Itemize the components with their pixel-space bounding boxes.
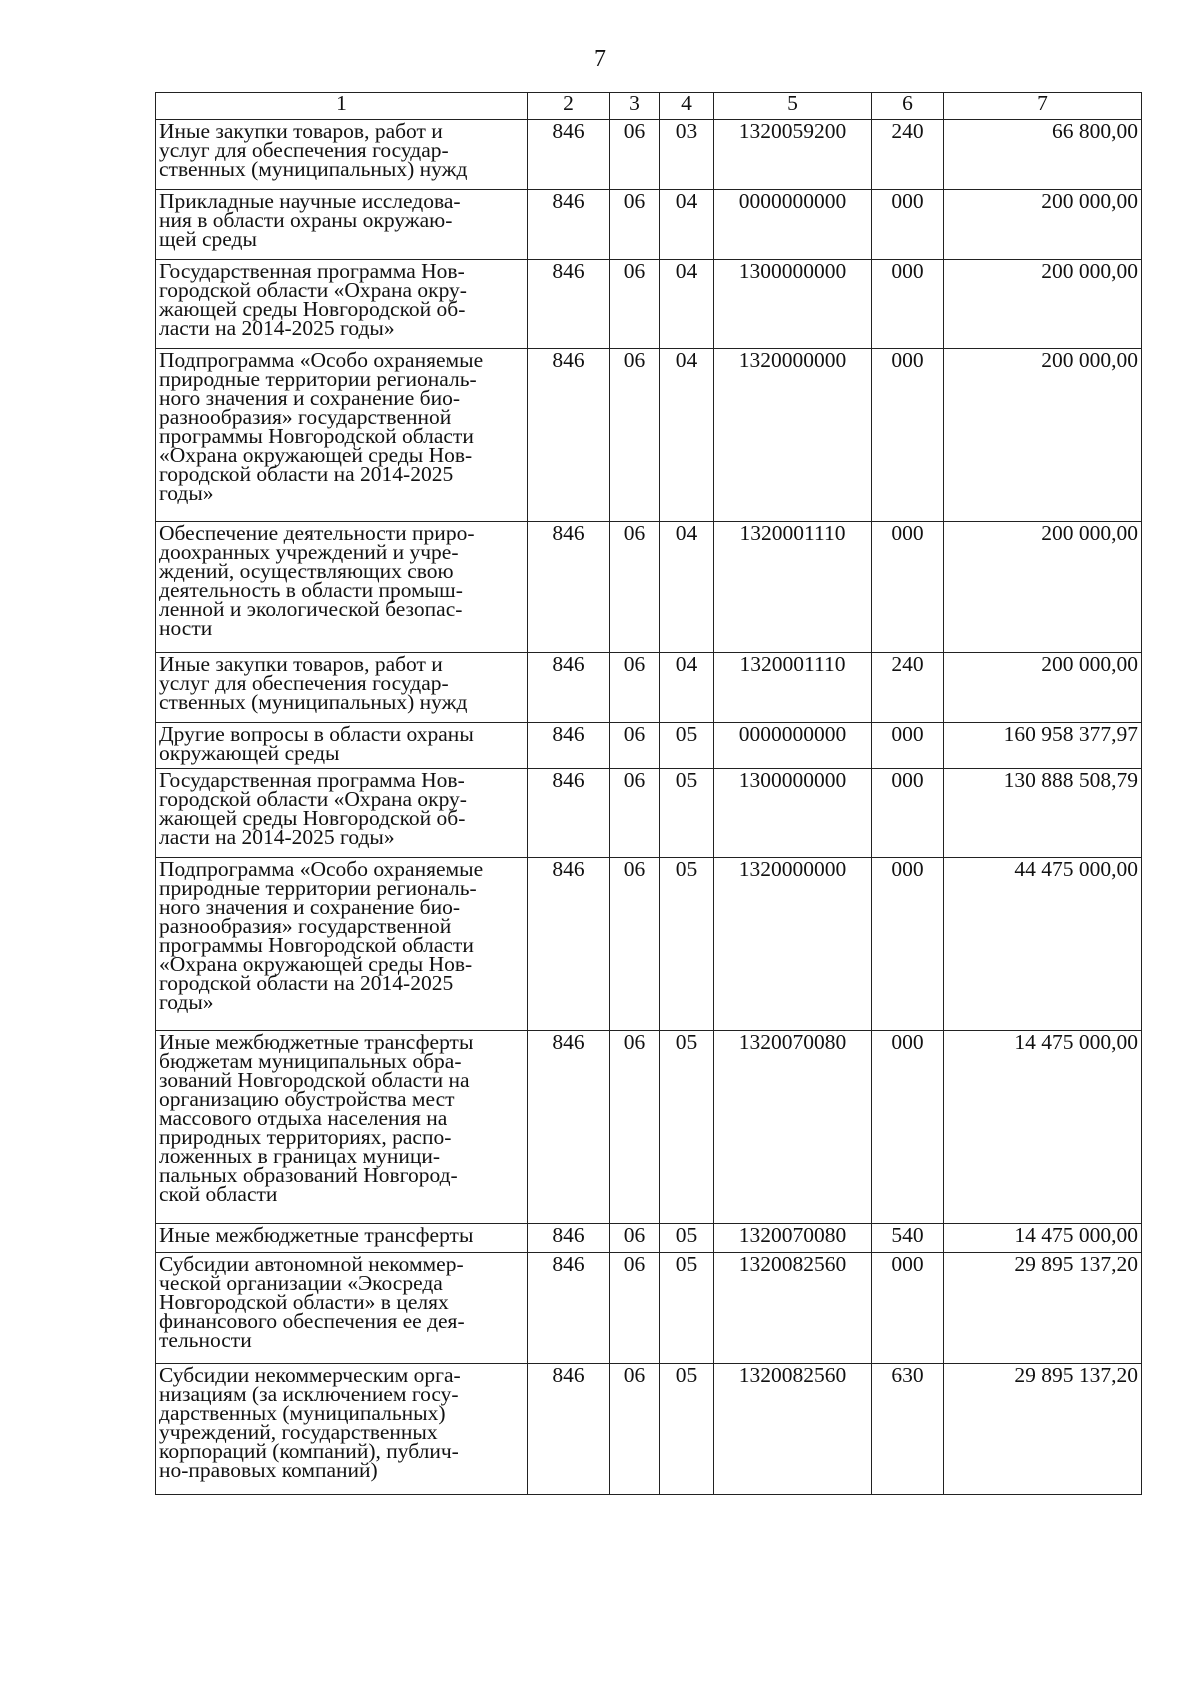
row-target-article: 0000000000 bbox=[714, 190, 872, 260]
row-subsection: 04 bbox=[660, 190, 714, 260]
row-admin-code: 846 bbox=[528, 1253, 610, 1364]
row-expense-type: 240 bbox=[872, 120, 944, 190]
row-section: 06 bbox=[610, 1224, 660, 1253]
row-section: 06 bbox=[610, 260, 660, 349]
row-subsection: 03 bbox=[660, 120, 714, 190]
row-section: 06 bbox=[610, 522, 660, 653]
header-col-2: 2 bbox=[528, 93, 610, 120]
row-section: 06 bbox=[610, 769, 660, 858]
row-name bbox=[156, 260, 528, 349]
row-amount: 200 000,00 bbox=[944, 349, 1142, 522]
row-name-line: ленной и экологической безопас- bbox=[159, 597, 463, 621]
table-row bbox=[156, 1031, 1142, 1224]
row-name-line: окружающей среды bbox=[159, 741, 340, 765]
row-section: 06 bbox=[610, 1253, 660, 1364]
row-admin-code: 846 bbox=[528, 769, 610, 858]
header-col-3: 3 bbox=[610, 93, 660, 120]
row-name-line: Новгородской области» в целях bbox=[159, 1290, 449, 1314]
row-name bbox=[156, 1364, 528, 1495]
row-admin-code: 846 bbox=[528, 260, 610, 349]
row-section: 06 bbox=[610, 858, 660, 1031]
row-amount: 160 958 377,97 bbox=[944, 723, 1142, 769]
row-target-article: 1320001110 bbox=[714, 653, 872, 723]
row-name-line: финансового обеспечения ее дея- bbox=[159, 1309, 465, 1333]
row-name-line: доохранных учреждений и учре- bbox=[159, 540, 459, 564]
row-name-line: Иные межбюджетные трансферты bbox=[159, 1030, 474, 1054]
table-row bbox=[156, 260, 1142, 349]
row-name-line: Подпрограмма «Особо охраняемые bbox=[159, 348, 484, 372]
row-expense-type: 000 bbox=[872, 522, 944, 653]
row-name bbox=[156, 858, 528, 1031]
row-name bbox=[156, 190, 528, 260]
row-name-line: но-правовых компаний) bbox=[159, 1458, 378, 1482]
row-target-article: 1320070080 bbox=[714, 1031, 872, 1224]
row-amount: 44 475 000,00 bbox=[944, 858, 1142, 1031]
row-admin-code: 846 bbox=[528, 1224, 610, 1253]
row-target-article: 1320082560 bbox=[714, 1253, 872, 1364]
row-target-article: 1300000000 bbox=[714, 260, 872, 349]
row-section: 06 bbox=[610, 653, 660, 723]
row-name bbox=[156, 723, 528, 769]
row-expense-type: 000 bbox=[872, 260, 944, 349]
table-row bbox=[156, 723, 1142, 769]
row-target-article: 1320000000 bbox=[714, 349, 872, 522]
row-name-line: щей среды bbox=[159, 227, 257, 251]
table-row bbox=[156, 190, 1142, 260]
row-expense-type: 540 bbox=[872, 1224, 944, 1253]
row-name-line: Иные закупки товаров, работ и bbox=[159, 652, 443, 676]
row-subsection: 05 bbox=[660, 723, 714, 769]
row-section: 06 bbox=[610, 1364, 660, 1495]
row-name-line: корпораций (компаний), публич- bbox=[159, 1439, 459, 1463]
row-name-line: пальных образований Новгород- bbox=[159, 1163, 458, 1187]
row-admin-code: 846 bbox=[528, 653, 610, 723]
header-col-4: 4 bbox=[660, 93, 714, 120]
row-name-line: зований Новгородской области на bbox=[159, 1068, 470, 1092]
row-amount: 29 895 137,20 bbox=[944, 1364, 1142, 1495]
table-row bbox=[156, 653, 1142, 723]
row-target-article: 1320001110 bbox=[714, 522, 872, 653]
row-name-line: ности bbox=[159, 616, 213, 640]
row-name-line: городской области «Охрана окру- bbox=[159, 278, 467, 302]
row-name-line: Прикладные научные исследова- bbox=[159, 189, 461, 213]
table-row bbox=[156, 858, 1142, 1031]
row-target-article: 1320000000 bbox=[714, 858, 872, 1031]
row-name bbox=[156, 349, 528, 522]
row-expense-type: 630 bbox=[872, 1364, 944, 1495]
row-name bbox=[156, 1031, 528, 1224]
row-name-line: Субсидии автономной некоммер- bbox=[159, 1252, 464, 1276]
row-name-line: жающей среды Новгородской об- bbox=[159, 806, 466, 830]
row-expense-type: 000 bbox=[872, 769, 944, 858]
table-row bbox=[156, 120, 1142, 190]
row-name-line: бюджетам муниципальных обра- bbox=[159, 1049, 462, 1073]
row-name-line: ного значения и сохранение био- bbox=[159, 386, 460, 410]
row-subsection: 05 bbox=[660, 1031, 714, 1224]
row-target-article: 0000000000 bbox=[714, 723, 872, 769]
row-name-line: деятельность в области промыш- bbox=[159, 578, 463, 602]
row-name-line: годы» bbox=[159, 990, 214, 1014]
header-col-7: 7 bbox=[944, 93, 1142, 120]
row-amount: 200 000,00 bbox=[944, 190, 1142, 260]
row-name-line: ственных (муниципальных) нужд bbox=[159, 690, 468, 714]
row-expense-type: 000 bbox=[872, 1031, 944, 1224]
row-name-line: ственных (муниципальных) нужд bbox=[159, 157, 468, 181]
row-target-article: 1320070080 bbox=[714, 1224, 872, 1253]
row-admin-code: 846 bbox=[528, 120, 610, 190]
row-name bbox=[156, 522, 528, 653]
row-target-article: 1320082560 bbox=[714, 1364, 872, 1495]
row-name bbox=[156, 1224, 528, 1253]
row-admin-code: 846 bbox=[528, 723, 610, 769]
row-name-line: ласти на 2014-2025 годы» bbox=[159, 825, 395, 849]
row-admin-code: 846 bbox=[528, 522, 610, 653]
row-name-line: ложенных в границах муници- bbox=[159, 1144, 441, 1168]
row-name-line: программы Новгородской области bbox=[159, 424, 474, 448]
row-name-line: разнообразия» государственной bbox=[159, 405, 452, 429]
row-subsection: 04 bbox=[660, 522, 714, 653]
row-name-line: ния в области охраны окружаю- bbox=[159, 208, 453, 232]
row-name-line: низациям (за исключением госу- bbox=[159, 1382, 459, 1406]
table-body bbox=[156, 120, 1142, 1495]
row-subsection: 05 bbox=[660, 1224, 714, 1253]
row-name-line: городской области на 2014-2025 bbox=[159, 971, 454, 995]
row-expense-type: 000 bbox=[872, 858, 944, 1031]
table-row bbox=[156, 769, 1142, 858]
row-expense-type: 240 bbox=[872, 653, 944, 723]
header-col-1: 1 bbox=[156, 93, 528, 120]
row-amount: 29 895 137,20 bbox=[944, 1253, 1142, 1364]
page-number: 7 bbox=[594, 46, 606, 72]
row-name-line: Иные межбюджетные трансферты bbox=[159, 1223, 474, 1247]
row-expense-type: 000 bbox=[872, 1253, 944, 1364]
table-row bbox=[156, 1253, 1142, 1364]
table-row bbox=[156, 349, 1142, 522]
row-admin-code: 846 bbox=[528, 858, 610, 1031]
row-name-line: организацию обустройства мест bbox=[159, 1087, 455, 1111]
row-section: 06 bbox=[610, 723, 660, 769]
row-name-line: услуг для обеспечения государ- bbox=[159, 671, 449, 695]
row-expense-type: 000 bbox=[872, 349, 944, 522]
row-section: 06 bbox=[610, 349, 660, 522]
header-row bbox=[156, 93, 1142, 120]
header-col-5: 5 bbox=[714, 93, 872, 120]
row-name bbox=[156, 1253, 528, 1364]
row-name-line: ской области bbox=[159, 1182, 278, 1206]
row-name-line: ласти на 2014-2025 годы» bbox=[159, 316, 395, 340]
row-target-article: 1320059200 bbox=[714, 120, 872, 190]
row-name bbox=[156, 769, 528, 858]
row-name-line: Обеспечение деятельности приро- bbox=[159, 521, 475, 545]
row-subsection: 05 bbox=[660, 1253, 714, 1364]
row-name-line: Иные закупки товаров, работ и bbox=[159, 119, 443, 143]
row-name-line: природных территориях, распо- bbox=[159, 1125, 452, 1149]
row-expense-type: 000 bbox=[872, 723, 944, 769]
row-amount: 14 475 000,00 bbox=[944, 1224, 1142, 1253]
row-name-line: ческой организации «Экосреда bbox=[159, 1271, 443, 1295]
row-admin-code: 846 bbox=[528, 1031, 610, 1224]
row-name-line: природные территории региональ- bbox=[159, 876, 477, 900]
row-name bbox=[156, 653, 528, 723]
row-amount: 200 000,00 bbox=[944, 260, 1142, 349]
row-amount: 14 475 000,00 bbox=[944, 1031, 1142, 1224]
row-subsection: 05 bbox=[660, 858, 714, 1031]
row-amount: 200 000,00 bbox=[944, 522, 1142, 653]
row-name-line: массового отдыха населения на bbox=[159, 1106, 448, 1130]
budget-table bbox=[155, 92, 1142, 1495]
table-row bbox=[156, 1224, 1142, 1253]
row-amount: 130 888 508,79 bbox=[944, 769, 1142, 858]
row-name-line: услуг для обеспечения государ- bbox=[159, 138, 449, 162]
row-name-line: «Охрана окружающей среды Нов- bbox=[159, 443, 473, 467]
row-amount: 66 800,00 bbox=[944, 120, 1142, 190]
row-name-line: Государственная программа Нов- bbox=[159, 768, 465, 792]
row-subsection: 05 bbox=[660, 1364, 714, 1495]
row-admin-code: 846 bbox=[528, 1364, 610, 1495]
row-name-line: Другие вопросы в области охраны bbox=[159, 722, 474, 746]
row-name-line: тельности bbox=[159, 1328, 252, 1352]
row-subsection: 04 bbox=[660, 349, 714, 522]
table-row bbox=[156, 522, 1142, 653]
row-name-line: дарственных (муниципальных) bbox=[159, 1401, 446, 1425]
row-expense-type: 000 bbox=[872, 190, 944, 260]
row-name-line: Государственная программа Нов- bbox=[159, 259, 465, 283]
row-name-line: программы Новгородской области bbox=[159, 933, 474, 957]
row-name-line: городской области «Охрана окру- bbox=[159, 787, 467, 811]
row-admin-code: 846 bbox=[528, 190, 610, 260]
row-name-line: ного значения и сохранение био- bbox=[159, 895, 460, 919]
row-subsection: 04 bbox=[660, 260, 714, 349]
row-name-line: Субсидии некоммерческим орга- bbox=[159, 1363, 461, 1387]
row-subsection: 05 bbox=[660, 769, 714, 858]
row-name-line: годы» bbox=[159, 481, 214, 505]
row-section: 06 bbox=[610, 190, 660, 260]
row-name-line: разнообразия» государственной bbox=[159, 914, 452, 938]
row-admin-code: 846 bbox=[528, 349, 610, 522]
row-name-line: городской области на 2014-2025 bbox=[159, 462, 454, 486]
header-col-6: 6 bbox=[872, 93, 944, 120]
row-name-line: учреждений, государственных bbox=[159, 1420, 438, 1444]
row-subsection: 04 bbox=[660, 653, 714, 723]
table-row bbox=[156, 1364, 1142, 1495]
row-name-line: жающей среды Новгородской об- bbox=[159, 297, 466, 321]
row-name bbox=[156, 120, 528, 190]
row-name-line: «Охрана окружающей среды Нов- bbox=[159, 952, 473, 976]
row-name-line: Подпрограмма «Особо охраняемые bbox=[159, 857, 484, 881]
row-amount: 200 000,00 bbox=[944, 653, 1142, 723]
row-name-line: природные территории региональ- bbox=[159, 367, 477, 391]
row-target-article: 1300000000 bbox=[714, 769, 872, 858]
row-section: 06 bbox=[610, 1031, 660, 1224]
row-section: 06 bbox=[610, 120, 660, 190]
row-name-line: ждений, осуществляющих свою bbox=[159, 559, 454, 583]
